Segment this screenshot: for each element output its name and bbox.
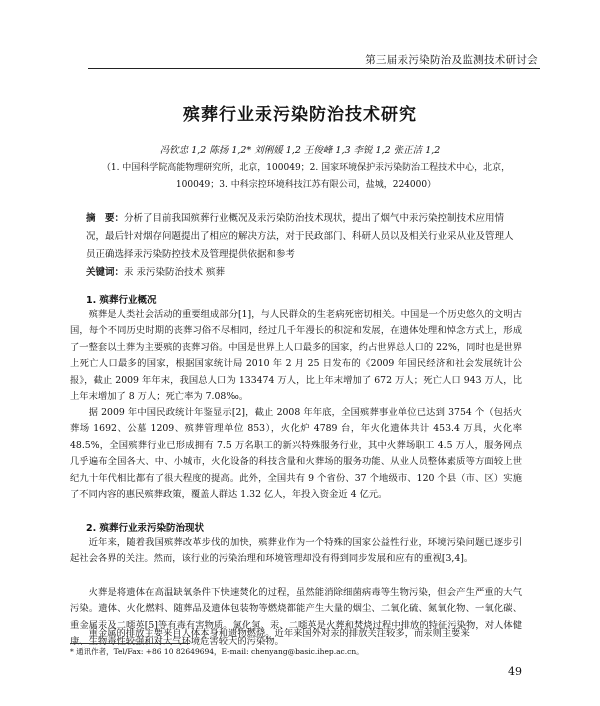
section-2-paragraph-1: 近年来，随着我国殡葬改革步伐的加快，殡葬业作为一个特殊的国家公益性行业，环境污染问题已逐步引起社会各界的关注。然而，该行业的污染治理和环境管理却没有得到同步发展和应有的重视[3,4]。 bbox=[70, 537, 522, 565]
author-list: 冯钦忠 1,2 陈扬 1,2* 刘俐媛 1,2 王俊峰 1,3 李锐 1,2 张正洁 1,2 bbox=[159, 145, 441, 156]
section-2-paragraph-3: 重金属的排放主要来自人体本身和遗物燃烧。近年来国外对汞的排放关注较多，而汞则主要来 bbox=[88, 628, 470, 639]
section-2-heading: 2. 殡葬行业汞污染防治现状 bbox=[86, 523, 205, 534]
abstract bbox=[86, 210, 518, 264]
keywords bbox=[86, 264, 518, 278]
abstract-label: 摘 要： bbox=[86, 213, 125, 224]
footnote-rule bbox=[70, 643, 190, 644]
affiliations: （1. 中国科学院高能物理研究所，北京，100049；2. 国家环境保护汞污染防治工程技术中心，北京，100049；3. 中科宗控环境科技江苏有限公司，盐城，224000） bbox=[101, 163, 511, 190]
section-1-paragraph-1: 殡葬是人类社会活动的重要组成部分[1]，与人民群众的生老病死密切相关。中国是一个历史悠久的文明古国，每个不同历史时期的丧葬习俗不尽相同，经过几千年漫长的积淀和发展，在遗体处理和悼念方式上，形成了一整套以土葬为主要殡的丧葬习俗。中国是世界上人口最多的国家，约占世界总人口的 22%，同时也是世界上死亡人口最多的国家，根据国家统计局 2010 年 2 月 25 日发布的《2009 年国民经济和社会发展统计公报》，截止 2009 年年末，我国总人口为 133474 万人，比上年末增加了 672 万人；死亡人口 943 万人，比上年末增加了 8 万人；死亡率为 7.08‰。 bbox=[70, 309, 522, 403]
header-rule bbox=[88, 68, 540, 69]
section-1-heading: 1. 殡葬行业概况 bbox=[86, 295, 157, 306]
abstract-text: 分析了目前我国殡葬行业概况及汞污染防治技术现状，提出了烟气中汞污染控制技术应用情况，最后针对烟存问题提出了相应的解决方法，对于民政部门、科研人员以及相关行业采从业及管理人员正确选择汞污染防控技术及管理提供依据和参考 bbox=[86, 213, 514, 260]
keywords-label: 关键词： bbox=[86, 267, 125, 278]
page-number: 49 bbox=[508, 665, 522, 678]
section-1-paragraph-2: 据 2009 年中国民政统计年鉴显示[2]，截止 2008 年年底，全国殡葬事业单位已达到 3754 个（包括火葬场 1692、公墓 1209、殡葬管理单位 853），火化炉 4789 台，年火化遗体共计 453.4 万具，火化率 48.5%，全国殡葬行业已形成拥有 7.5 万名职工的新兴特殊服务行业，其中火葬场职工 4.5 万人，服务网点几乎遍布全国各大、中、小城市，火化设备的科技含量和火葬场的服务功能、从业人员整体素质等方面较上世纪九十年代相比都有了很大程度的提高。此外，全国共有 9 个省份、37 个地级市、120 个县（市、区）实施了不同内容的惠民殡葬政策，覆盖人群达 1.32 亿人，年投入资金近 4 亿元。 bbox=[70, 407, 522, 501]
footnote: * 通讯作者，Tel/Fax: +86 10 82649694，E-mail: chenyang@basic.ihep.ac.cn。 bbox=[70, 647, 364, 656]
section-2-paragraph-2: 火葬是将遗体在高温缺氧条件下快速焚化的过程，虽然能消除细菌病毒等生物污染，但会产生严重的大气污染。遗体、火化燃料、随葬品及遗体包装物等燃烧都能产生大量的烟尘、二氧化硫、氮氧化物、一氧化碳、重金属汞及二噁英[5]等有毒有害物质。氯化氢、汞、二噁英是火葬和焚烧过程中排放的特征污染物，对人体健康、生物毒性较强和对大气环境危害较大的污染物。 bbox=[70, 587, 522, 648]
paper-title: 殡葬行业汞污染防治技术研究 bbox=[183, 105, 417, 125]
keywords-text: 汞 汞污染防治技术 殡葬 bbox=[124, 267, 226, 278]
running-header: 第三届汞污染防治及监测技术研讨会 bbox=[365, 54, 538, 66]
